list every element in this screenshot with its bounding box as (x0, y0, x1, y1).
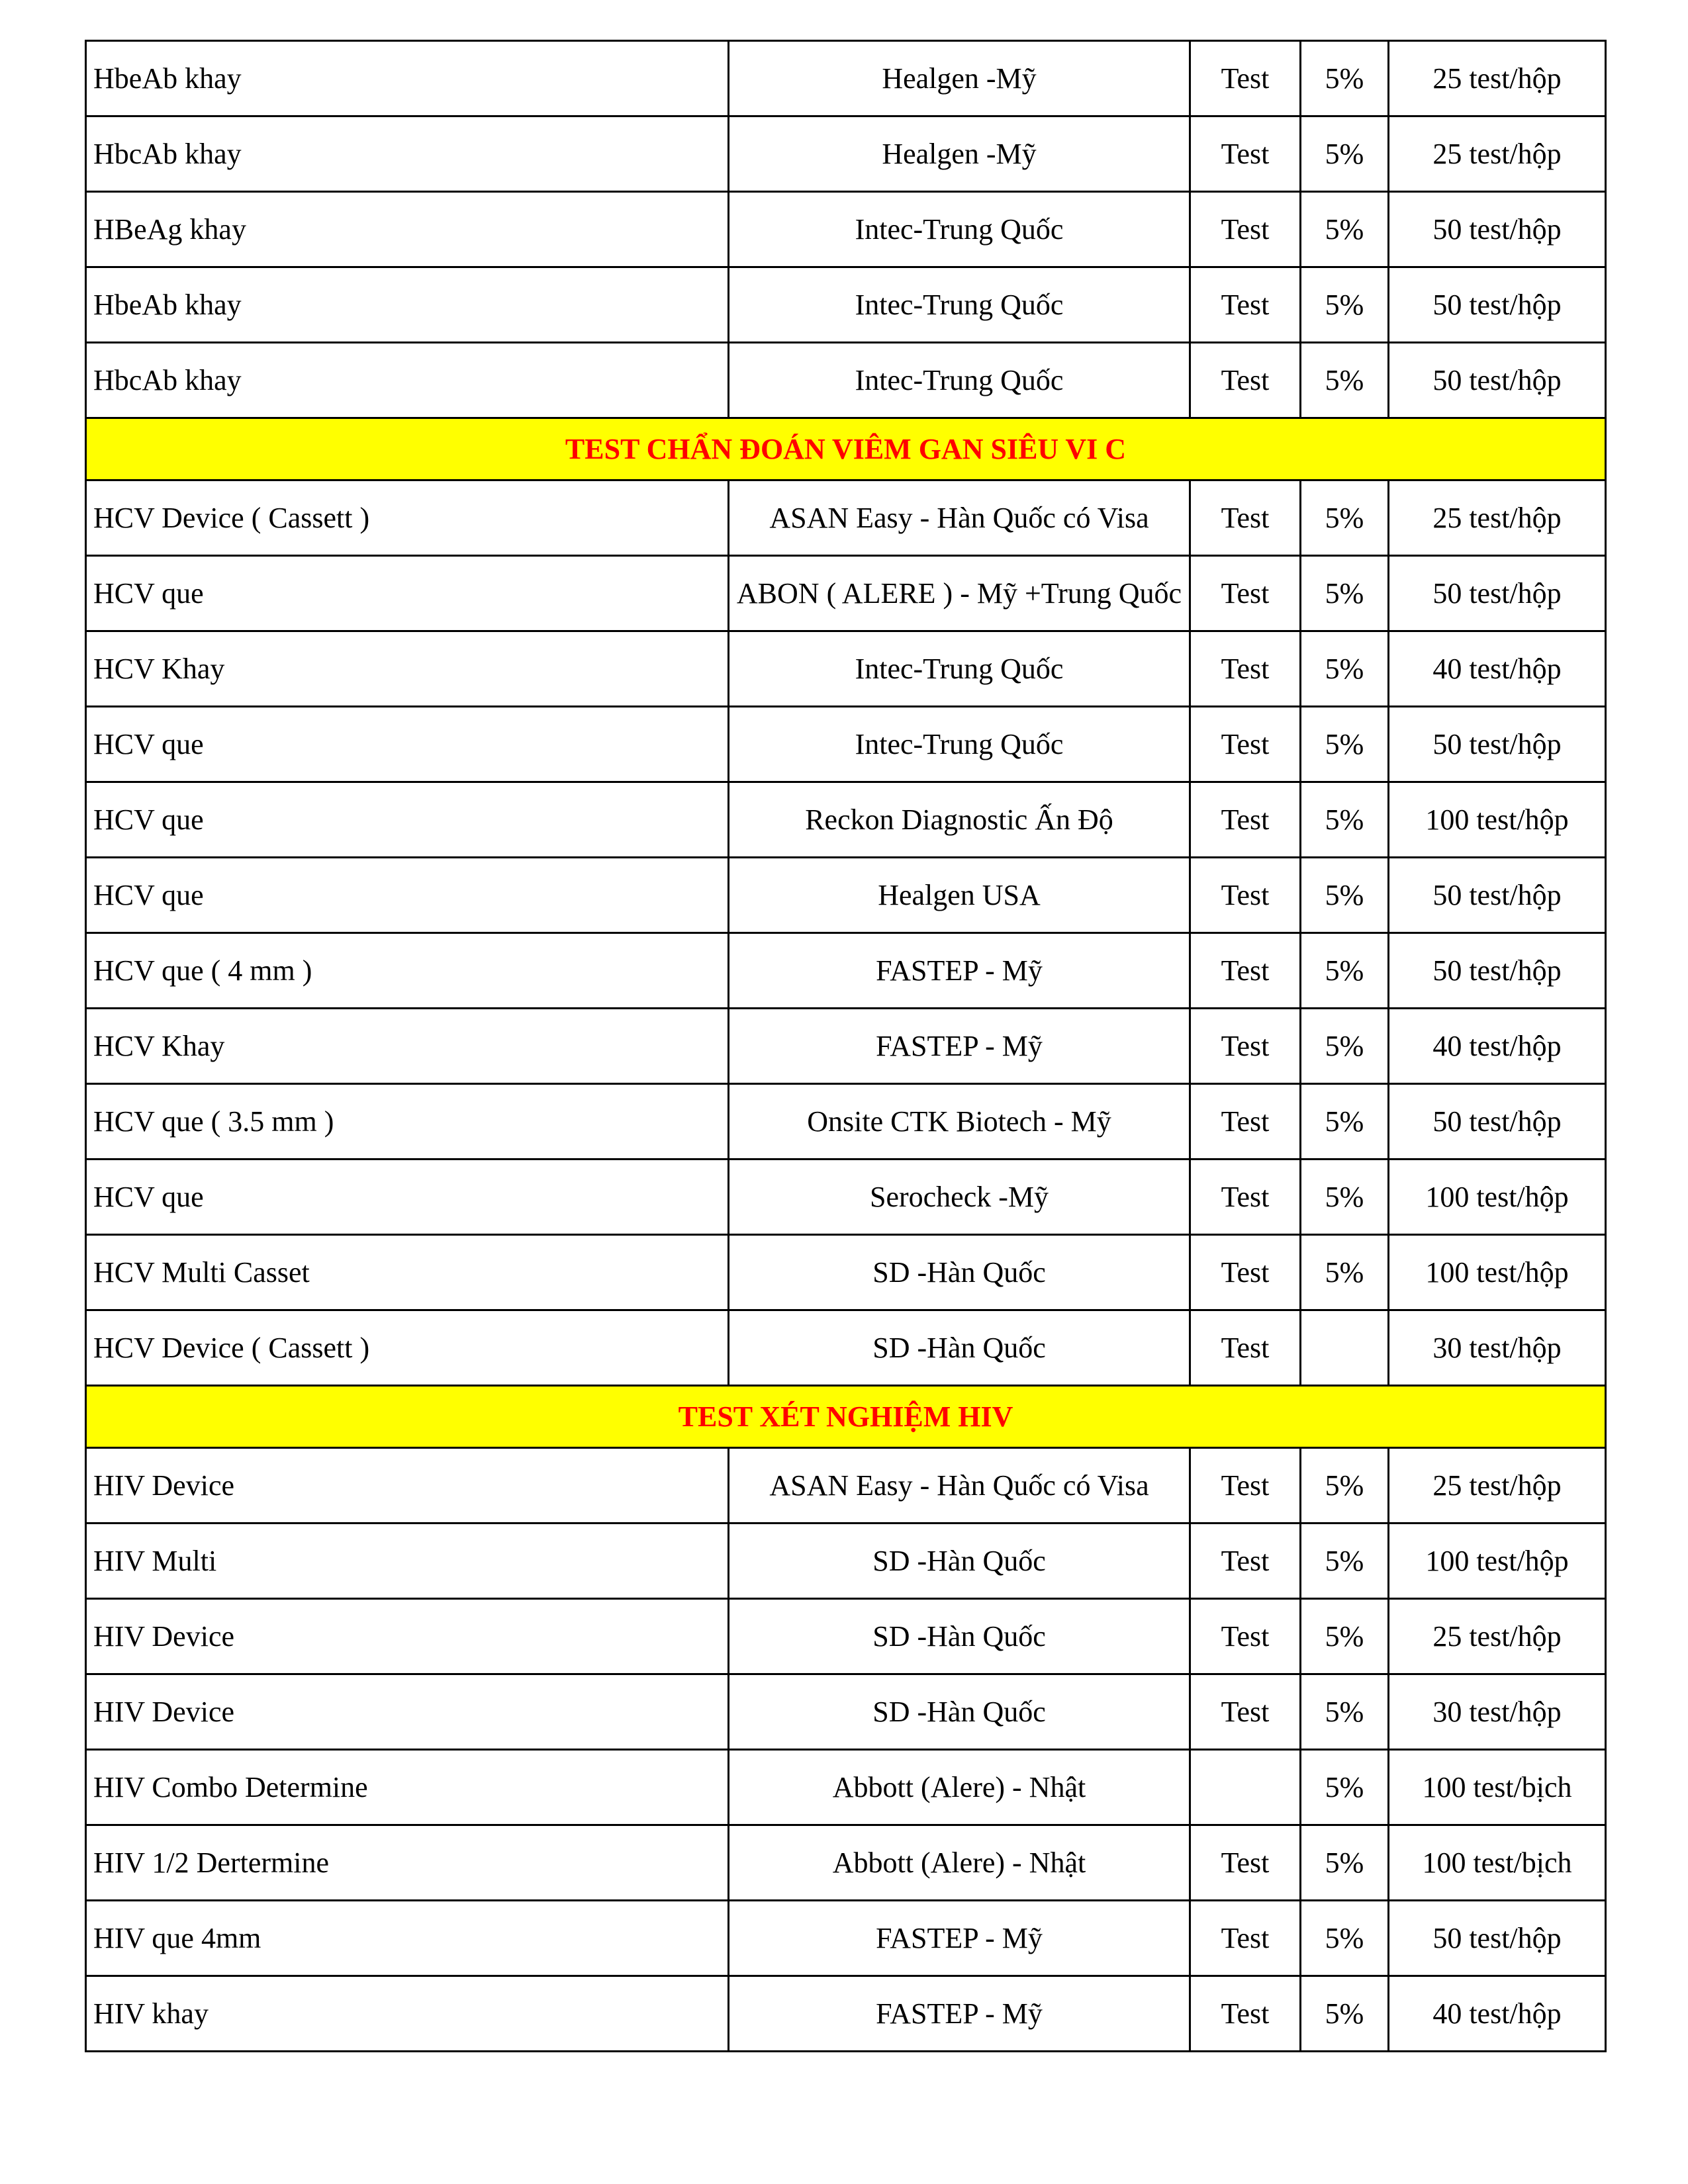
vat-cell: 5% (1301, 1084, 1389, 1160)
unit-cell: Test (1190, 1160, 1301, 1235)
table-row (86, 267, 1606, 343)
unit-cell: Test (1190, 933, 1301, 1009)
product-name-cell: HIV Device (86, 1599, 729, 1674)
brand-origin-cell: ASAN Easy - Hàn Quốc có Visa (729, 480, 1190, 556)
table-row (86, 1160, 1606, 1235)
unit-cell: Test (1190, 782, 1301, 858)
unit-cell: Test (1190, 707, 1301, 782)
table-row (86, 1976, 1606, 2052)
brand-origin-cell: SD -Hàn Quốc (729, 1235, 1190, 1310)
brand-origin-cell: Healgen -Mỹ (729, 116, 1190, 192)
vat-cell: 5% (1301, 556, 1389, 631)
packaging-cell: 25 test/hộp (1389, 116, 1606, 192)
table-row (86, 782, 1606, 858)
packaging-cell: 40 test/hộp (1389, 1009, 1606, 1084)
product-name-cell: HCV que (86, 1160, 729, 1235)
unit-cell: Test (1190, 1235, 1301, 1310)
packaging-cell: 100 test/bịch (1389, 1825, 1606, 1901)
vat-cell: 5% (1301, 267, 1389, 343)
packaging-cell: 30 test/hộp (1389, 1310, 1606, 1386)
table-row (86, 1310, 1606, 1386)
product-name-cell: HIV Device (86, 1674, 729, 1750)
brand-origin-cell: Abbott (Alere) - Nhật (729, 1825, 1190, 1901)
packaging-cell: 50 test/hộp (1389, 343, 1606, 418)
brand-origin-cell: Intec-Trung Quốc (729, 192, 1190, 267)
brand-origin-cell: FASTEP - Mỹ (729, 1976, 1190, 2052)
brand-origin-cell: Reckon Diagnostic Ấn Độ (729, 782, 1190, 858)
table-row (86, 1009, 1606, 1084)
vat-cell: 5% (1301, 1524, 1389, 1599)
table-row (86, 556, 1606, 631)
brand-origin-cell: SD -Hàn Quốc (729, 1524, 1190, 1599)
table-row (86, 192, 1606, 267)
brand-origin-cell: FASTEP - Mỹ (729, 933, 1190, 1009)
vat-cell: 5% (1301, 858, 1389, 933)
product-name-cell: HCV Khay (86, 1009, 729, 1084)
vat-cell: 5% (1301, 1235, 1389, 1310)
brand-origin-cell: ABON ( ALERE ) - Mỹ +Trung Quốc (729, 556, 1190, 631)
unit-cell: Test (1190, 858, 1301, 933)
table-row (86, 1825, 1606, 1901)
brand-origin-cell: Serocheck -Mỹ (729, 1160, 1190, 1235)
vat-cell (1301, 1310, 1389, 1386)
unit-cell: Test (1190, 1084, 1301, 1160)
unit-cell (1190, 1750, 1301, 1825)
vat-cell: 5% (1301, 1901, 1389, 1976)
table-row (86, 1235, 1606, 1310)
table-row (86, 858, 1606, 933)
packaging-cell: 100 test/bịch (1389, 1750, 1606, 1825)
packaging-cell: 25 test/hộp (1389, 480, 1606, 556)
product-name-cell: HCV que (86, 858, 729, 933)
vat-cell: 5% (1301, 1599, 1389, 1674)
unit-cell: Test (1190, 631, 1301, 707)
brand-origin-cell: SD -Hàn Quốc (729, 1599, 1190, 1674)
section-title: TEST XÉT NGHIỆM HIV (86, 1386, 1606, 1448)
table-row (86, 1901, 1606, 1976)
product-name-cell: HCV Khay (86, 631, 729, 707)
product-name-cell: HbcAb khay (86, 343, 729, 418)
brand-origin-cell: Intec-Trung Quốc (729, 631, 1190, 707)
vat-cell: 5% (1301, 1160, 1389, 1235)
product-name-cell: HCV Multi Casset (86, 1235, 729, 1310)
brand-origin-cell: Intec-Trung Quốc (729, 343, 1190, 418)
packaging-cell: 25 test/hộp (1389, 1599, 1606, 1674)
product-name-cell: HIV khay (86, 1976, 729, 2052)
unit-cell: Test (1190, 1009, 1301, 1084)
vat-cell: 5% (1301, 1009, 1389, 1084)
packaging-cell: 50 test/hộp (1389, 1084, 1606, 1160)
section-title: TEST CHẨN ĐOÁN VIÊM GAN SIÊU VI C (86, 418, 1606, 480)
packaging-cell: 25 test/hộp (1389, 1448, 1606, 1524)
brand-origin-cell: FASTEP - Mỹ (729, 1901, 1190, 1976)
packaging-cell: 25 test/hộp (1389, 41, 1606, 116)
packaging-cell: 100 test/hộp (1389, 1160, 1606, 1235)
vat-cell: 5% (1301, 1825, 1389, 1901)
brand-origin-cell: Onsite CTK Biotech - Mỹ (729, 1084, 1190, 1160)
packaging-cell: 50 test/hộp (1389, 192, 1606, 267)
vat-cell: 5% (1301, 782, 1389, 858)
unit-cell: Test (1190, 116, 1301, 192)
brand-origin-cell: Abbott (Alere) - Nhật (729, 1750, 1190, 1825)
vat-cell: 5% (1301, 116, 1389, 192)
table-row (86, 1674, 1606, 1750)
product-name-cell: HCV que (86, 707, 729, 782)
product-name-cell: HIV 1/2 Dertermine (86, 1825, 729, 1901)
unit-cell: Test (1190, 1674, 1301, 1750)
brand-origin-cell: SD -Hàn Quốc (729, 1310, 1190, 1386)
section-header-row (86, 418, 1606, 480)
packaging-cell: 40 test/hộp (1389, 631, 1606, 707)
vat-cell: 5% (1301, 1674, 1389, 1750)
unit-cell: Test (1190, 556, 1301, 631)
packaging-cell: 50 test/hộp (1389, 858, 1606, 933)
vat-cell: 5% (1301, 480, 1389, 556)
vat-cell: 5% (1301, 192, 1389, 267)
packaging-cell: 50 test/hộp (1389, 933, 1606, 1009)
product-table-body (86, 41, 1606, 2052)
product-name-cell: HCV Device ( Cassett ) (86, 480, 729, 556)
table-row (86, 707, 1606, 782)
vat-cell: 5% (1301, 933, 1389, 1009)
unit-cell: Test (1190, 480, 1301, 556)
brand-origin-cell: Intec-Trung Quốc (729, 267, 1190, 343)
packaging-cell: 50 test/hộp (1389, 267, 1606, 343)
product-name-cell: HbcAb khay (86, 116, 729, 192)
brand-origin-cell: Healgen USA (729, 858, 1190, 933)
table-row (86, 1524, 1606, 1599)
table-row (86, 41, 1606, 116)
vat-cell: 5% (1301, 631, 1389, 707)
unit-cell: Test (1190, 343, 1301, 418)
unit-cell: Test (1190, 1901, 1301, 1976)
product-name-cell: HIV que 4mm (86, 1901, 729, 1976)
vat-cell: 5% (1301, 1448, 1389, 1524)
brand-origin-cell: SD -Hàn Quốc (729, 1674, 1190, 1750)
product-name-cell: HBeAg khay (86, 192, 729, 267)
product-name-cell: HCV Device ( Cassett ) (86, 1310, 729, 1386)
table-row (86, 343, 1606, 418)
vat-cell: 5% (1301, 707, 1389, 782)
packaging-cell: 50 test/hộp (1389, 707, 1606, 782)
packaging-cell: 40 test/hộp (1389, 1976, 1606, 2052)
product-name-cell: HCV que (86, 782, 729, 858)
vat-cell: 5% (1301, 343, 1389, 418)
unit-cell: Test (1190, 1976, 1301, 2052)
unit-cell: Test (1190, 1599, 1301, 1674)
packaging-cell: 50 test/hộp (1389, 1901, 1606, 1976)
product-name-cell: HIV Device (86, 1448, 729, 1524)
unit-cell: Test (1190, 1825, 1301, 1901)
product-name-cell: HbeAb khay (86, 267, 729, 343)
unit-cell: Test (1190, 192, 1301, 267)
table-row (86, 1448, 1606, 1524)
table-row (86, 480, 1606, 556)
table-row (86, 1599, 1606, 1674)
unit-cell: Test (1190, 41, 1301, 116)
brand-origin-cell: Healgen -Mỹ (729, 41, 1190, 116)
vat-cell: 5% (1301, 1750, 1389, 1825)
brand-origin-cell: ASAN Easy - Hàn Quốc có Visa (729, 1448, 1190, 1524)
unit-cell: Test (1190, 267, 1301, 343)
packaging-cell: 30 test/hộp (1389, 1674, 1606, 1750)
table-row (86, 1084, 1606, 1160)
packaging-cell: 100 test/hộp (1389, 1235, 1606, 1310)
unit-cell: Test (1190, 1448, 1301, 1524)
vat-cell: 5% (1301, 41, 1389, 116)
table-row (86, 631, 1606, 707)
brand-origin-cell: Intec-Trung Quốc (729, 707, 1190, 782)
unit-cell: Test (1190, 1524, 1301, 1599)
packaging-cell: 100 test/hộp (1389, 782, 1606, 858)
product-name-cell: HbeAb khay (86, 41, 729, 116)
product-name-cell: HCV que ( 4 mm ) (86, 933, 729, 1009)
product-name-cell: HCV que (86, 556, 729, 631)
vat-cell: 5% (1301, 1976, 1389, 2052)
product-name-cell: HCV que ( 3.5 mm ) (86, 1084, 729, 1160)
product-table (85, 40, 1607, 2052)
table-row (86, 116, 1606, 192)
table-row (86, 933, 1606, 1009)
table-row (86, 1750, 1606, 1825)
unit-cell: Test (1190, 1310, 1301, 1386)
packaging-cell: 100 test/hộp (1389, 1524, 1606, 1599)
section-header-row (86, 1386, 1606, 1448)
product-name-cell: HIV Multi (86, 1524, 729, 1599)
product-name-cell: HIV Combo Determine (86, 1750, 729, 1825)
packaging-cell: 50 test/hộp (1389, 556, 1606, 631)
brand-origin-cell: FASTEP - Mỹ (729, 1009, 1190, 1084)
